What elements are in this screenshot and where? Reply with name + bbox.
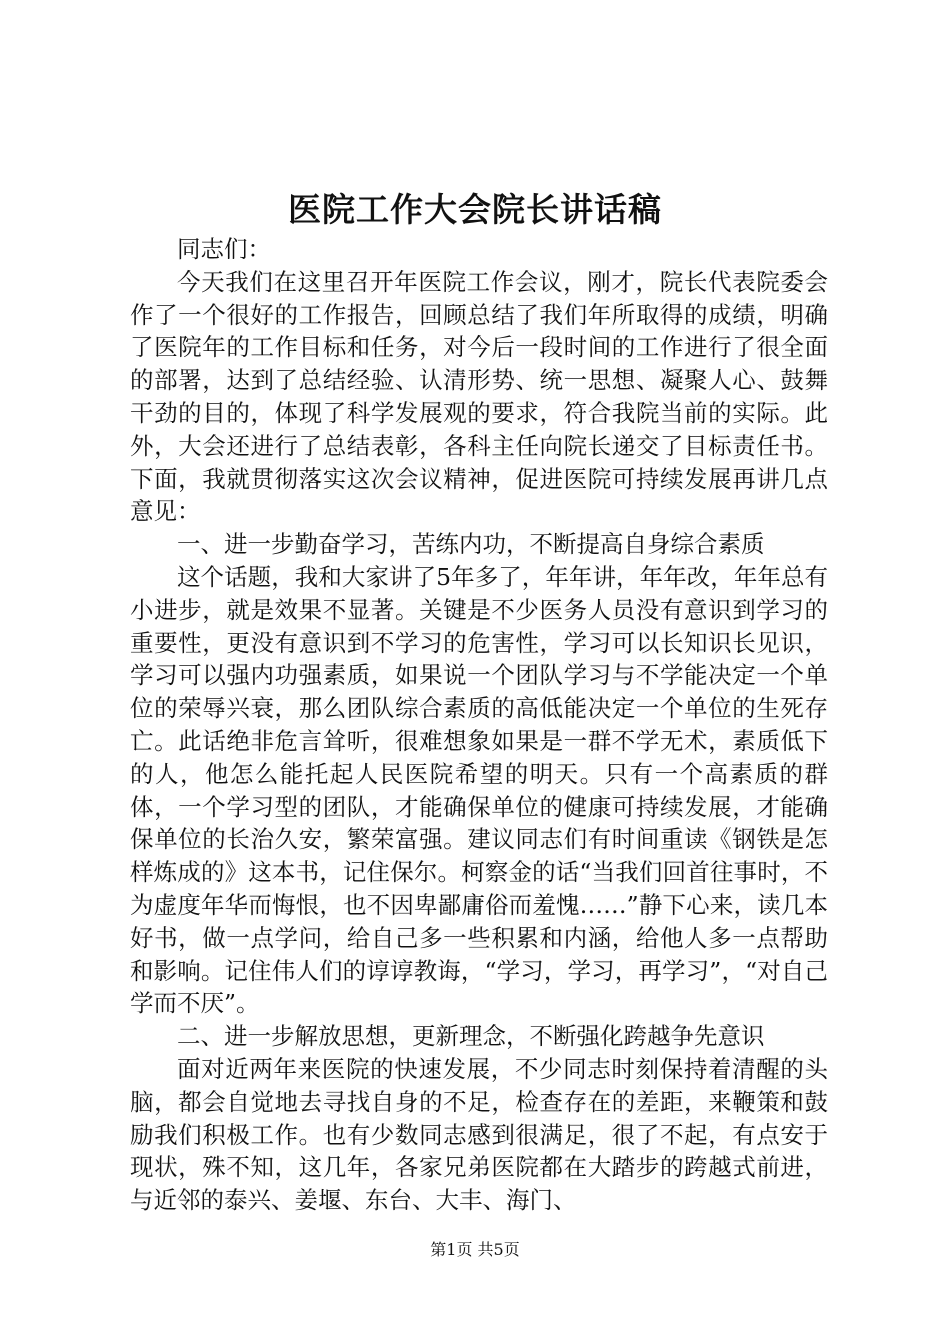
page-number-footer: 第1页 共5页 (430, 1240, 520, 1259)
salutation-paragraph: 同志们： (177, 235, 271, 263)
intro-paragraph: 今天我们在这里召开年医院工作会议，刚才，院长代表院委会作了一个很好的工作报告，回顾总结了我们年所取得的成绩，明确了医院年的工作目标和任务，对今后一段时间的工作进行了很全面的部署，达到了总结经验、认清形势、统一思想、凝聚人心、鼓舞干劲的目的，体现了科学发展观的要求，符合我院当前的实际。此外，大会还进行了总结表彰，各科主任向院长递交了目标责任书。下面，我就贯彻落实这次会议精神，促进医院可持续发展再讲几点意见： (130, 267, 828, 526)
document-body (130, 233, 828, 1217)
section-heading-1: 一、进一步勤奋学习，苦练内功，不断提高自身综合素质 (177, 530, 765, 559)
section-heading-2: 二、进一步解放思想，更新理念，不断强化跨越争先意识 (177, 1022, 765, 1051)
section-2-paragraph: 面对近两年来医院的快速发展，不少同志时刻保持着清醒的头脑，都会自觉地去寻找自身的不足，检查存在的差距，来鞭策和鼓励我们积极工作。也有少数同志感到很满足，很了不起，有点安于现状，殊不知，这几年，各家兄弟医院都在大踏步的跨越式前进，与近邻的泰兴、姜堰、东台、大丰、海门、 (130, 1054, 828, 1215)
section-1-paragraph: 这个话题，我和大家讲了5年多了，年年讲，年年改，年年总有小进步，就是效果不显著。关键是不少医务人员没有意识到学习的重要性，更没有意识到不学习的危害性，学习可以长知识长见识，学习可以强内功强素质，如果说一个团队学习与不学能决定一个单位的荣辱兴衰，那么团队综合素质的高低能决定一个单位的生死存亡。此话绝非危言耸听，很难想象如果是一群不学无术，素质低下的人，他怎么能托起人民医院希望的明天。只有一个高素质的群体，一个学习型的团队，才能确保单位的健康可持续发展，才能确保单位的长治久安，繁荣富强。建议同志们有时间重读《钢铁是怎样炼成的》这本书，记住保尔。柯察金的话“当我们回首往事时，不为虚度年华而悔恨，也不因卑鄙庸俗而羞愧……”静下心来，读几本好书，做一点学问，给自己多一些积累和内涵，给他人多一点帮助和影响。记住伟人们的谆谆教诲，“学习，学习，再学习”，“对自己学而不厌”。 (130, 562, 828, 1018)
document-title: 医院工作大会院长讲话稿 (288, 190, 662, 229)
